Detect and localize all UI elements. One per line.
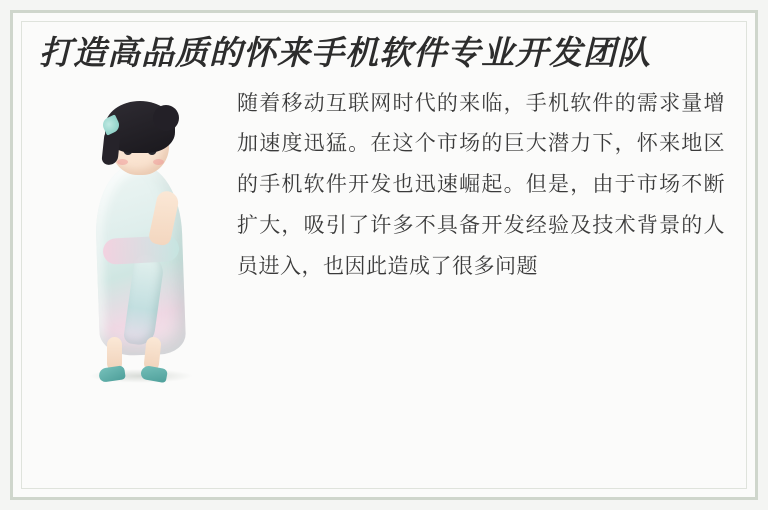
article-body — [39, 83, 729, 387]
illustration-hair-bun — [153, 105, 179, 131]
woman-in-qipao-illustration — [67, 87, 217, 387]
illustration-blush-left — [117, 159, 128, 165]
decorative-outer-frame — [10, 10, 758, 500]
illustration-blush-right — [153, 159, 164, 165]
article-content — [13, 13, 755, 497]
illustration-shoe-left — [98, 365, 126, 382]
page-title: 打造高品质的怀来手机软件专业开发团队 — [39, 36, 651, 72]
article-paragraph: 随着移动互联网时代的来临，手机软件的需求量增加速度迅猛。在这个市场的巨大潜力下，怀来地区的手机软件开发也迅速崛起。但是，由于市场不断扩大，吸引了许多不具备开发经验及技术背景的人员进入，也因此造成了很多问题 — [237, 90, 725, 279]
